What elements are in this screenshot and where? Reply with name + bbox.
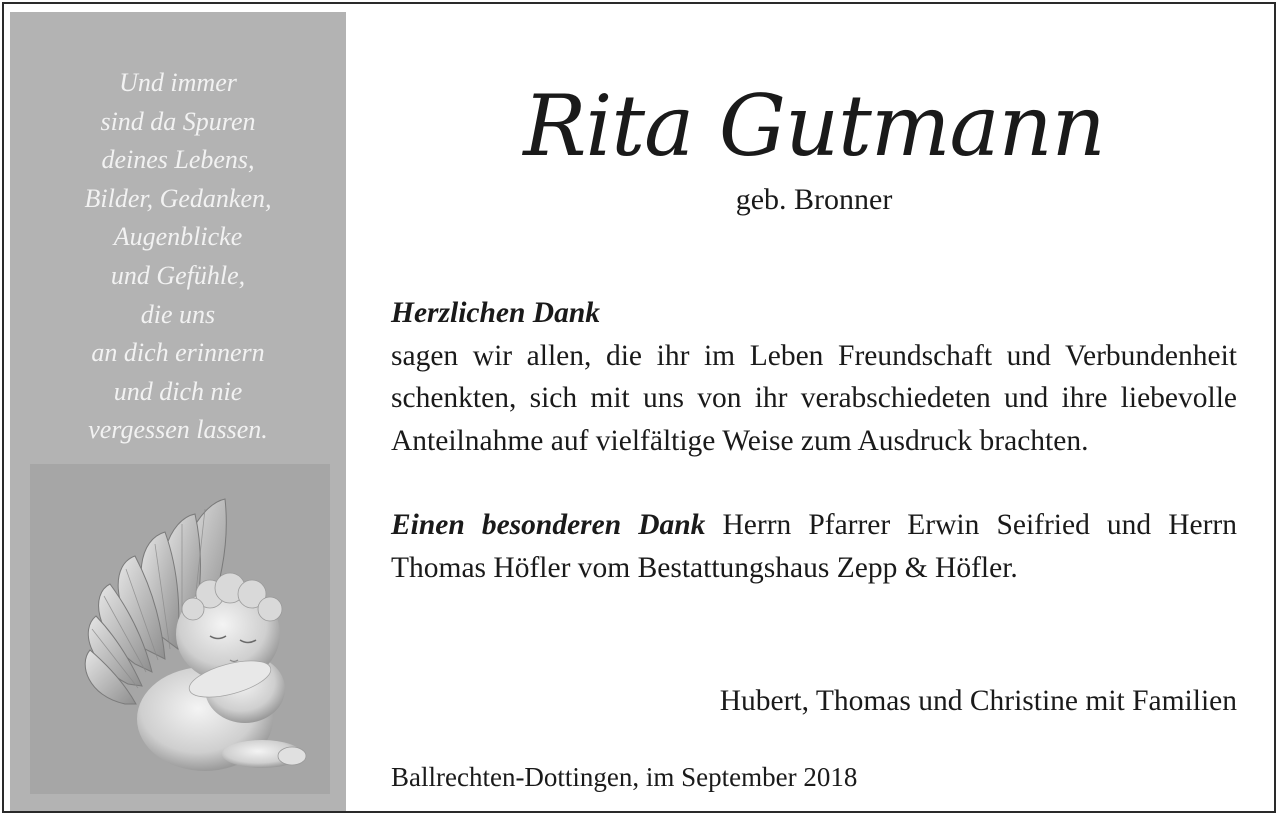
- sleeping-angel-icon: [30, 464, 330, 794]
- poem-line: an dich erinnern: [91, 338, 265, 368]
- poem: [10, 64, 346, 450]
- poem-line: die uns: [140, 299, 216, 329]
- poem-line: sind da Spuren: [100, 106, 256, 136]
- poem-line: Augenblicke: [113, 222, 243, 252]
- thanks-section: [391, 292, 1237, 589]
- special-thanks: [391, 504, 1237, 589]
- poem-line: deines Lebens,: [101, 145, 255, 175]
- poem-line: und dich nie: [113, 376, 243, 406]
- angel-image: [30, 464, 330, 794]
- thanks-heading: Herzlichen Dank: [391, 297, 600, 329]
- family-signature: Hubert, Thomas und Christine mit Familien: [719, 685, 1237, 717]
- birth-name: geb. Bronner: [735, 183, 893, 216]
- place-date: Ballrechten-Dottingen, im September 2018: [391, 762, 858, 792]
- deceased-name: Rita Gutmann: [523, 77, 1105, 175]
- thanks-text: sagen wir allen, die ihr im Leben Freundschaft und Verbundenheit schenkten, sich mit uns von ihr verabschiedeten und ihre liebevolle Anteilnahme auf vielfältige Weise zum Ausdruck brachten.: [391, 339, 1237, 457]
- poem-line: vergessen lassen.: [88, 415, 268, 445]
- poem-line: Bilder, Gedanken,: [84, 183, 272, 213]
- sidebar-panel: [10, 12, 346, 811]
- obituary-notice: [2, 2, 1276, 813]
- special-thanks-text: Herrn Pfarrer Erwin Seifried und Herrn Thomas Höfler vom Bestattungshaus Zepp & Höfler.: [391, 509, 1237, 584]
- poem-line: und Gefühle,: [110, 260, 246, 290]
- poem-line: Und immer: [119, 68, 237, 97]
- special-thanks-lead: Einen besonderen Dank: [391, 509, 706, 541]
